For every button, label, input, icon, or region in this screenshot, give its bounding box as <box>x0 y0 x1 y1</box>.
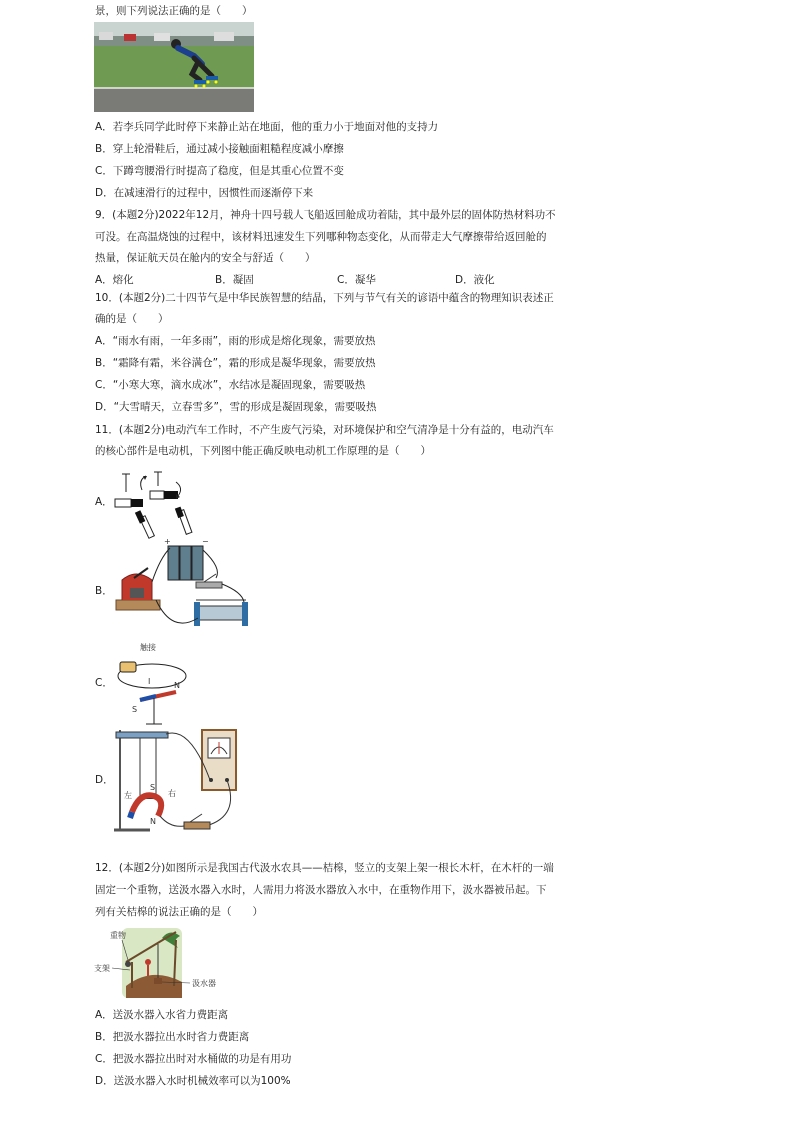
oersted-experiment-diagram <box>110 638 200 728</box>
q11-label-a: A． <box>95 496 113 508</box>
q10-stem-line-2: 确的是（ ） <box>95 313 169 325</box>
generator-circuit-diagram <box>112 538 252 638</box>
electromagnetic-induction-diagram <box>110 726 250 838</box>
q11-label-c: C． <box>95 677 113 689</box>
q12-stem-line-2: 固定一个重物，送汲水器入水时，人需用力将汲水器放入水中，在重物作用下，汲水器被吊起。下 <box>95 884 547 896</box>
magnet-attraction-diagram <box>112 464 202 544</box>
q12-stem-line-1: 12．(本题2分)如图所示是我国古代汲水农具——桔槔，竖立的支架上架一根长木杆，在木杆的一端 <box>95 862 554 874</box>
q9-option-b: B．凝固 <box>215 274 254 286</box>
fig-d-north-label: N <box>150 817 156 826</box>
q12-option-c: C．把汲水器拉出时对水桶做的功是有用功 <box>95 1053 292 1065</box>
q10-option-c: C．“小寒大寒，滴水成冰”，水结冰是凝固现象，需要吸热 <box>95 379 366 391</box>
fig-c-south-label: S <box>132 705 138 714</box>
fig-d-right-label: 右 <box>168 789 176 798</box>
q11-label-b: B． <box>95 585 113 597</box>
q10-stem-line-1: 10．(本题2分)二十四节气是中华民族智慧的结晶，下列与节气有关的谚语中蕴含的物理知识表述正 <box>95 292 554 304</box>
fig-d-left-label: 左 <box>124 791 132 800</box>
q11-label-d: D． <box>95 774 114 786</box>
q12-option-a: A．送汲水器入水省力费距离 <box>95 1009 229 1021</box>
q8-option-b: B．穿上轮滑鞋后，通过减小接触面粗糙程度减小摩擦 <box>95 143 344 155</box>
q12-option-d: D．送汲水器入水时机械效率可以为100% <box>95 1075 291 1087</box>
fig-12-weight-label: 重物 <box>110 931 126 940</box>
q11-stem-line-2: 的核心部件是电动机，下列图中能正确反映电动机工作原理的是（ ） <box>95 445 431 457</box>
q8-option-a: A．若李兵同学此时停下来静止站在地面，他的重力小于地面对他的支持力 <box>95 121 439 133</box>
q10-option-b: B．“霜降有霜，米谷满仓”，霜的形成是凝华现象，需要放热 <box>95 357 376 369</box>
q9-option-d: D．液化 <box>455 274 495 286</box>
svg-text:+: + <box>164 538 171 546</box>
skater-photo <box>94 22 254 112</box>
q8-option-c: C．下蹲弯腰滑行时提高了稳度，但是其重心位置不变 <box>95 165 344 177</box>
fig-c-north-label: N <box>174 681 180 690</box>
q9-option-c: C．凝华 <box>337 274 376 286</box>
q12-stem-line-3: 列有关桔槔的说法正确的是（ ） <box>95 906 263 918</box>
q10-option-a: A．“雨水有雨，一年多雨”，雨的形成是熔化现象，需要放热 <box>95 335 376 347</box>
q9-stem-line-1: 9．(本题2分)2022年12月，神舟十四号载人飞船返回舱成功着陆，其中最外层的固体防热材料功不 <box>95 209 556 221</box>
q8-option-d: D．在减速滑行的过程中，因惯性而逐渐停下来 <box>95 187 314 199</box>
q9-stem-line-2: 可没。在高温烧蚀的过程中，该材料迅速发生下列哪种物态变化，从而带走大气摩擦带给返回舱的 <box>95 231 547 243</box>
q11-stem-line-1: 11．(本题2分)电动汽车工作时，不产生废气污染，对环境保护和空气清净是十分有益的，电动汽车 <box>95 424 554 436</box>
q12-option-b: B．把汲水器拉出水时省力费距离 <box>95 1031 250 1043</box>
q10-option-d: D．“大雪晴天，立春雪多”，雪的形成是凝固现象，需要吸热 <box>95 401 377 413</box>
fig-c-current-label: I <box>148 677 151 686</box>
fig-c-contact-label: 触接 <box>140 643 156 652</box>
fig-12-support-label: 支架 <box>94 964 110 973</box>
q9-stem-line-3: 热量，保证航天员在舱内的安全与舒适（ ） <box>95 252 316 264</box>
shaduf-illustration <box>92 926 232 1000</box>
svg-text:−: − <box>202 538 209 546</box>
q8-stem-tail: 景，则下列说法正确的是（ ） <box>95 5 253 17</box>
fig-12-bucket-label: 汲水器 <box>192 979 216 988</box>
fig-d-south-label: S <box>150 783 156 792</box>
q9-option-a: A．熔化 <box>95 274 134 286</box>
